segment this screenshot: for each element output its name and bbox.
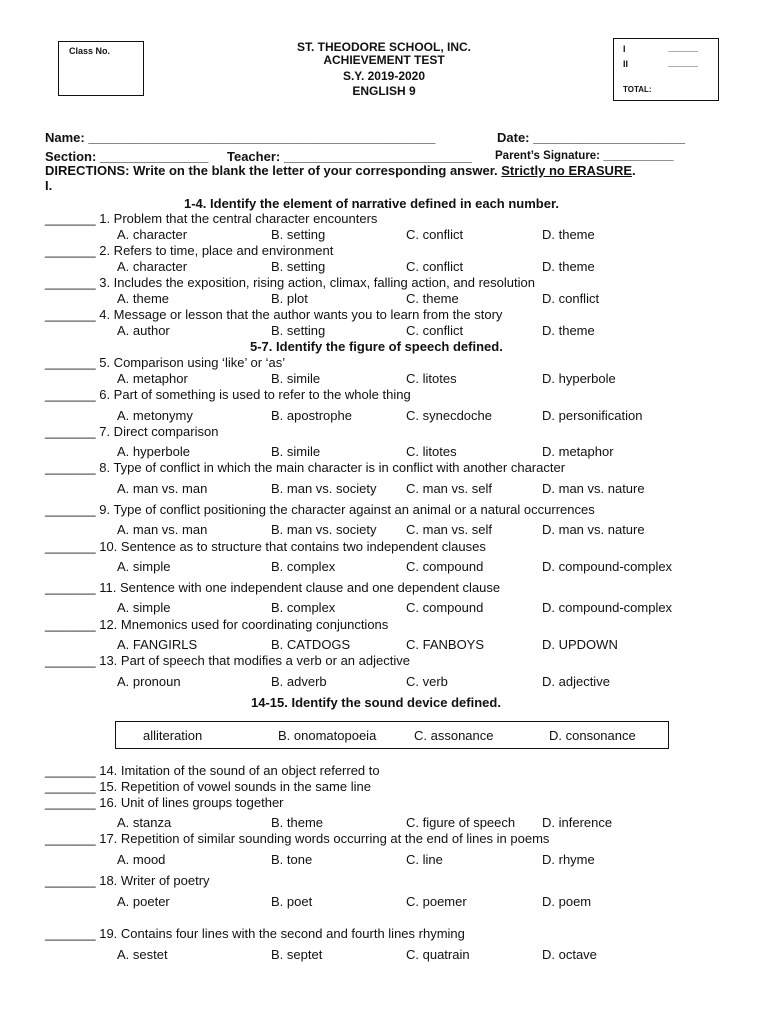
- choice-c: C. conflict: [406, 259, 464, 274]
- choice-a: A. simple: [117, 600, 171, 615]
- choice-a: A. metaphor: [117, 371, 188, 386]
- choice-d: D. personification: [542, 408, 643, 423]
- choice-a: A. FANGIRLS: [117, 637, 198, 652]
- choice-b: B. complex: [271, 600, 336, 615]
- choice-b: B. theme: [271, 815, 324, 830]
- choice-c: C. litotes: [406, 444, 457, 459]
- question-item[interactable]: _______ 18. Writer of poetry: [45, 873, 210, 888]
- choice-d: D. poem: [542, 894, 592, 909]
- question-item[interactable]: _______ 12. Mnemonics used for coordinating conjunctions: [45, 617, 389, 632]
- question-item[interactable]: _______ 15. Repetition of vowel sounds in the same line: [45, 779, 371, 794]
- choice-d: D. rhyme: [542, 852, 595, 867]
- choice-b: B. septet: [271, 947, 323, 962]
- choice-c: C. poemer: [406, 894, 467, 909]
- choice-d: D. compound-complex: [542, 559, 673, 574]
- choice-c: C. man vs. self: [406, 481, 492, 496]
- section-field[interactable]: Section: _______________: [45, 149, 209, 164]
- name-field[interactable]: Name: ________________________________________________: [45, 130, 436, 145]
- score-blank-i: ______: [668, 43, 699, 53]
- choice-d: D. UPDOWN: [542, 637, 618, 652]
- section-heading-2: 5-7. Identify the figure of speech defined.: [250, 339, 503, 354]
- choice-c: C. line: [406, 852, 443, 867]
- score-box: [613, 38, 719, 101]
- sound-choice-c: C. assonance: [414, 728, 494, 743]
- choice-d: D. conflict: [542, 291, 600, 306]
- choice-d: D. octave: [542, 947, 597, 962]
- question-item[interactable]: _______ 16. Unit of lines groups together: [45, 795, 284, 810]
- question-item[interactable]: _______ 6. Part of something is used to refer to the whole thing: [45, 387, 411, 402]
- parent-signature-field[interactable]: Parent’s Signature: ___________: [495, 150, 674, 162]
- choice-a: A. hyperbole: [117, 444, 190, 459]
- question-item[interactable]: _______ 5. Comparison using ‘like’ or ‘as’: [45, 355, 286, 370]
- choice-a: A. character: [117, 227, 188, 242]
- question-item[interactable]: _______ 13. Part of speech that modifies a verb or an adjective: [45, 653, 410, 668]
- part-label: I.: [45, 178, 53, 193]
- choice-a: A. character: [117, 259, 188, 274]
- test-title: ACHIEVEMENT TEST: [323, 53, 445, 67]
- sound-choice-b: B. onomatopoeia: [278, 728, 377, 743]
- choice-d: D. theme: [542, 323, 595, 338]
- choice-d: D. theme: [542, 259, 595, 274]
- choice-b: B. simile: [271, 444, 321, 459]
- score-blank-ii: ______: [668, 58, 699, 68]
- choice-d: D. man vs. nature: [542, 522, 645, 537]
- choice-b: B. plot: [271, 291, 308, 306]
- choice-b: B. setting: [271, 227, 326, 242]
- choice-a: A. pronoun: [117, 674, 181, 689]
- choice-d: D. man vs. nature: [542, 481, 645, 496]
- choice-a: A. man vs. man: [117, 481, 208, 496]
- question-item[interactable]: _______ 8. Type of conflict in which the main character is in conflict with another character: [45, 460, 566, 475]
- teacher-field[interactable]: Teacher: __________________________: [227, 149, 472, 164]
- choice-c: C. compound: [406, 600, 484, 615]
- choice-d: D. hyperbole: [542, 371, 616, 386]
- choice-a: A. simple: [117, 559, 171, 574]
- question-item[interactable]: _______ 9. Type of conflict positioning the character against an animal or a natural occurrences: [45, 502, 595, 517]
- score-label-i: I: [623, 44, 626, 54]
- choice-a: A. poeter: [117, 894, 170, 909]
- choice-b: B. setting: [271, 259, 326, 274]
- choice-b: B. CATDOGS: [271, 637, 351, 652]
- question-item[interactable]: _______ 3. Includes the exposition, rising action, climax, falling action, and resolution: [45, 275, 535, 290]
- choice-b: B. adverb: [271, 674, 327, 689]
- choice-c: C. litotes: [406, 371, 457, 386]
- sound-choice-a: alliteration: [143, 728, 203, 743]
- choice-c: C. synecdoche: [406, 408, 492, 423]
- choice-b: B. setting: [271, 323, 326, 338]
- choice-d: D. adjective: [542, 674, 610, 689]
- choice-d: D. theme: [542, 227, 595, 242]
- section-heading-1: 1-4. Identify the element of narrative defined in each number.: [184, 196, 559, 211]
- total-label: TOTAL:: [623, 85, 652, 94]
- directions: [45, 163, 636, 178]
- choice-b: B. complex: [271, 559, 336, 574]
- score-label-ii: II: [623, 59, 629, 69]
- choice-a: A. theme: [117, 291, 170, 306]
- choice-b: B. tone: [271, 852, 313, 867]
- question-item[interactable]: _______ 7. Direct comparison: [45, 424, 219, 439]
- question-item[interactable]: _______ 19. Contains four lines with the second and fourth lines rhyming: [45, 926, 465, 941]
- directions-emphasis: Strictly no ERASURE: [501, 163, 633, 178]
- choice-c: C. verb: [406, 674, 448, 689]
- question-item[interactable]: _______ 4. Message or lesson that the author wants you to learn from the story: [45, 307, 503, 322]
- choice-c: C. conflict: [406, 323, 464, 338]
- choice-a: A. author: [117, 323, 170, 338]
- subject: ENGLISH 9: [352, 84, 416, 98]
- choice-c: C. conflict: [406, 227, 464, 242]
- choice-a: A. metonymy: [117, 408, 193, 423]
- directions-end: .: [632, 163, 636, 178]
- question-item[interactable]: _______ 14. Imitation of the sound of an object referred to: [45, 763, 380, 778]
- sound-choice-d: D. consonance: [549, 728, 636, 743]
- class-no-label: Class No.: [69, 46, 111, 56]
- choice-d: D. metaphor: [542, 444, 614, 459]
- question-item[interactable]: _______ 17. Repetition of similar sounding words occurring at the end of lines in poems: [45, 831, 550, 846]
- question-item[interactable]: _______ 1. Problem that the central character encounters: [45, 211, 378, 226]
- choice-d: D. compound-complex: [542, 600, 673, 615]
- section-heading-3: 14-15. Identify the sound device defined.: [251, 695, 501, 710]
- choice-c: C. figure of speech: [406, 815, 516, 830]
- question-item[interactable]: _______ 11. Sentence with one independent clause and one dependent clause: [45, 580, 501, 595]
- school-name: ST. THEODORE SCHOOL, INC.: [296, 40, 471, 54]
- choice-c: C. FANBOYS: [406, 637, 485, 652]
- choice-a: A. sestet: [117, 947, 168, 962]
- directions-text: DIRECTIONS: Write on the blank the letter of your corresponding answer.: [45, 163, 502, 178]
- choice-a: A. mood: [117, 852, 166, 867]
- choice-b: B. simile: [271, 371, 321, 386]
- question-item[interactable]: _______ 2. Refers to time, place and environment: [45, 243, 334, 258]
- choice-c: C. man vs. self: [406, 522, 492, 537]
- choice-a: A. stanza: [117, 815, 172, 830]
- choice-b: B. man vs. society: [271, 522, 377, 537]
- choice-b: B. poet: [271, 894, 313, 909]
- choice-d: D. inference: [542, 815, 613, 830]
- choice-c: C. theme: [406, 291, 459, 306]
- choice-b: B. man vs. society: [271, 481, 377, 496]
- sound-device-box: [115, 721, 669, 749]
- question-item[interactable]: _______ 10. Sentence as to structure that contains two independent clauses: [45, 539, 486, 554]
- date-field[interactable]: Date: _____________________: [497, 130, 685, 145]
- school-year: S.Y. 2019-2020: [342, 69, 426, 83]
- choice-b: B. apostrophe: [271, 408, 352, 423]
- choice-c: C. quatrain: [406, 947, 470, 962]
- choice-a: A. man vs. man: [117, 522, 208, 537]
- choice-c: C. compound: [406, 559, 484, 574]
